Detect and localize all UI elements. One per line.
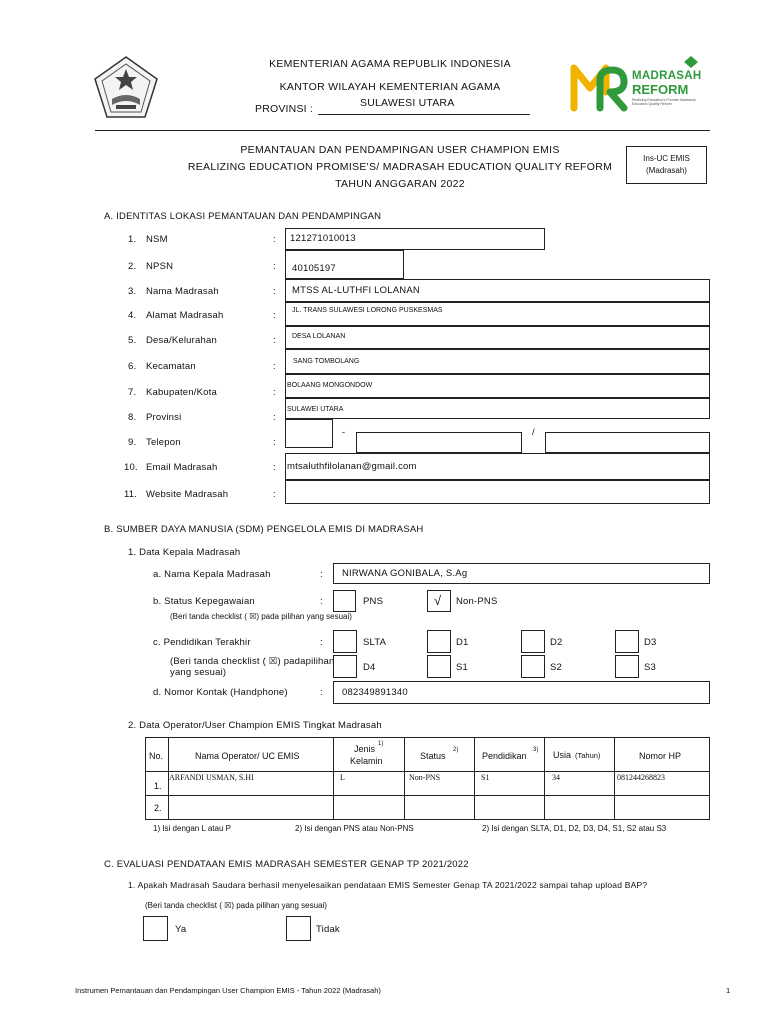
edu-checkbox-d4[interactable] (333, 655, 357, 678)
nsm-value: 121271010013 (290, 233, 356, 244)
a-row-colon: : (273, 361, 276, 372)
section-a-title: A. IDENTITAS LOKASI PEMANTAUAN DAN PENDAMPINGAN (104, 211, 382, 222)
footnote-2: 2) Isi dengan PNS atau Non-PNS (295, 824, 414, 833)
kontak-label: d. Nomor Kontak (Handphone) (153, 687, 288, 698)
table-row-cell[interactable] (544, 795, 615, 820)
row-usia: 34 (552, 773, 560, 782)
row-name: ARFANDI USMAN, S.HI (169, 773, 254, 782)
edu-checkbox-s1[interactable] (427, 655, 451, 678)
kontak-value: 082349891340 (342, 687, 408, 698)
th-name-text: Nama Operator/ UC EMIS (195, 751, 300, 761)
header-rule (95, 130, 710, 131)
table-row-cell[interactable] (168, 771, 334, 796)
provinsi-field-value: SULAWEI UTARA (287, 406, 344, 413)
data-kepala-heading: 1. Data Kepala Madrasah (128, 547, 241, 558)
title-line1: PEMANTAUAN DAN PENDAMPINGAN USER CHAMPION EMIS (240, 144, 560, 156)
a-row-colon: : (273, 234, 276, 245)
provinsi-label: PROVINSI : (255, 103, 314, 115)
nsm-field[interactable] (285, 228, 545, 250)
edu-checkbox-s3[interactable] (615, 655, 639, 678)
nonpns-checkbox[interactable] (427, 590, 451, 612)
th-pend-text: Pendidikan (482, 751, 527, 761)
website-field[interactable] (285, 480, 710, 504)
th-hp-text: Nomor HP (639, 751, 682, 761)
kecamatan-field[interactable] (285, 349, 710, 374)
a-row-num: 4. (128, 310, 137, 321)
table-row-cell[interactable] (333, 771, 405, 796)
table-row-cell[interactable] (404, 795, 475, 820)
edu-checkbox-s2[interactable] (521, 655, 545, 678)
a-row-num: 3. (128, 286, 137, 297)
a-row-colon: : (273, 387, 276, 398)
table-row-cell[interactable] (474, 795, 545, 820)
header-line1: KEMENTERIAN AGAMA REPUBLIK INDONESIA (269, 58, 511, 70)
kepala-name-field[interactable] (333, 563, 710, 584)
footnote-3: 2) Isi dengan SLTA, D1, D2, D3, D4, S1, S2 atau S3 (482, 824, 667, 833)
title-line2: REALIZING EDUCATION PROMISE'S/ MADRASAH EDUCATION QUALITY REFORM (187, 161, 613, 173)
edu-label: S3 (644, 662, 657, 673)
a-row-num: 7. (128, 387, 137, 398)
edu-label: D3 (644, 637, 657, 648)
kontak-colon: : (320, 687, 323, 698)
provinsi-field[interactable] (285, 398, 710, 419)
th-pend-sup: 3) (533, 747, 539, 753)
edu-label: SLTA (363, 637, 387, 648)
th-pend (474, 737, 545, 772)
provinsi-value: SULAWESI UTARA (360, 97, 455, 109)
telepon-dash: - (342, 427, 346, 438)
th-usia-text: Usia (553, 750, 572, 760)
alamat-value: JL. TRANS SULAWESI LORONG PUSKESMAS (292, 307, 443, 314)
edu-checkbox-d1[interactable] (427, 630, 451, 653)
a-row-num: 8. (128, 412, 137, 423)
pendidikan-note: yang sesuai) (170, 667, 227, 678)
row-status: Non-PNS (409, 773, 441, 782)
telepon-number-field[interactable] (356, 432, 522, 453)
section-b-title: B. SUMBER DAYA MANUSIA (SDM) PENGELOLA EMIS DI MADRASAH (104, 524, 424, 535)
logo-sub-text: Realizing Education's Promise Madrasah Education Quality Reform (632, 98, 696, 106)
a-row-colon: : (273, 489, 276, 500)
kontak-field[interactable] (333, 681, 710, 704)
page-number: 1 (726, 986, 731, 995)
kepala-name-colon: : (320, 569, 323, 580)
th-jk (333, 737, 405, 772)
status-note: (Beri tanda checklist ( ☒) pada pilihan yang sesuai) (170, 612, 352, 621)
ya-label: Ya (175, 924, 187, 935)
a-row-label: Nama Madrasah (146, 286, 219, 297)
table-row-cell[interactable] (614, 771, 710, 796)
form-code-badge (626, 146, 707, 184)
npsn-field[interactable] (285, 250, 404, 279)
alamat-field[interactable] (285, 302, 710, 326)
th-hp (614, 737, 710, 772)
edu-checkbox-d3[interactable] (615, 630, 639, 653)
logo-reform-text: REFORM (632, 82, 689, 97)
footer-text: Instrumen Pemantauan dan Pendampingan User Champion EMIS - Tahun 2022 (Madrasah) (75, 986, 381, 995)
th-usia-unit: (Tahun) (575, 751, 601, 760)
nonpns-label: Non-PNS (456, 596, 498, 607)
telepon-alt-field[interactable] (545, 432, 710, 453)
kemenag-logo (92, 55, 160, 123)
kepala-name-value: NIRWANA GONIBALA, S.Ag (342, 568, 468, 579)
a-row-colon: : (273, 437, 276, 448)
a-row-num: 1. (128, 234, 137, 245)
a-row-label: NPSN (146, 261, 174, 272)
logo-madrasah-text: MADRASAH (632, 70, 702, 82)
th-status (404, 737, 475, 772)
th-status-sup: 2) (453, 747, 459, 753)
row-jk: L (340, 773, 345, 782)
pns-checkbox[interactable] (333, 590, 356, 612)
section-c-title: C. EVALUASI PENDATAAN EMIS MADRASAH SEMESTER GENAP TP 2021/2022 (104, 859, 469, 870)
th-usia (544, 737, 615, 772)
a-row-num: 5. (128, 335, 137, 346)
edu-label: S2 (550, 662, 563, 673)
a-row-colon: : (273, 286, 276, 297)
pns-label: PNS (363, 596, 384, 607)
tidak-checkbox[interactable] (286, 916, 311, 941)
edu-label: S1 (456, 662, 469, 673)
a-row-num: 6. (128, 361, 137, 372)
npsn-value: 40105197 (292, 263, 336, 274)
row-pend: S1 (481, 773, 490, 782)
provinsi-underline (318, 114, 530, 115)
pendidikan-label: c. Pendidikan Terakhir (153, 637, 251, 648)
a-row-num: 10. (124, 462, 138, 473)
desa-field[interactable] (285, 326, 710, 349)
th-status-text: Status (420, 751, 446, 761)
a-row-num: 2. (128, 261, 137, 272)
footnote-1: 1) Isi dengan L atau P (153, 824, 231, 833)
table-row-cell[interactable] (614, 795, 710, 820)
a-row-label: Alamat Madrasah (146, 310, 224, 321)
madrasah-reform-logo (570, 56, 702, 114)
a-row-colon: : (273, 335, 276, 346)
th-jk-text2: Kelamin (350, 756, 383, 766)
ya-checkbox[interactable] (143, 916, 168, 941)
table-row-cell[interactable] (474, 771, 545, 796)
th-jk-sup: 1) (378, 741, 384, 747)
kepala-name-label: a. Nama Kepala Madrasah (153, 569, 271, 580)
edu-label: D4 (363, 662, 376, 673)
nama-madrasah-value: MTSS AL-LUTHFI LOLANAN (292, 285, 420, 296)
th-no-text: No. (149, 751, 164, 761)
status-label: b. Status Kepegawaian (153, 596, 255, 607)
email-value: mtsaluthfilolanan@gmail.com (287, 461, 417, 472)
th-jk-text: Jenis (354, 744, 376, 754)
a-row-label: Telepon (146, 437, 181, 448)
pendidikan-note: (Beri tanda checklist ( ☒) padapilihan (170, 656, 335, 667)
th-no (145, 737, 169, 772)
edu-label: D1 (456, 637, 469, 648)
kabupaten-field[interactable] (285, 374, 710, 398)
telepon-area-field[interactable] (285, 419, 333, 448)
a-row-num: 11. (124, 489, 138, 500)
kecamatan-value: SANG TOMBOLANG (293, 358, 360, 365)
a-row-colon: : (273, 310, 276, 321)
edu-checkbox-d2[interactable] (521, 630, 545, 653)
table-row-cell[interactable] (333, 795, 405, 820)
edu-checkbox-slta[interactable] (333, 630, 357, 653)
a-row-colon: : (273, 412, 276, 423)
a-row-label: Email Madrasah (146, 462, 218, 473)
row-no: 1. (154, 781, 162, 791)
check-mark-icon: √ (434, 593, 442, 608)
table-row-cell (145, 795, 169, 820)
a-row-label: Desa/Kelurahan (146, 335, 217, 346)
a-row-label: Kabupaten/Kota (146, 387, 217, 398)
question-1-note: (Beri tanda checklist ( ☒) pada pilihan yang sesuai) (145, 901, 327, 910)
a-row-label: NSM (146, 234, 168, 245)
operator-heading: 2. Data Operator/User Champion EMIS Tingkat Madrasah (128, 720, 382, 731)
telepon-slash: / (532, 427, 535, 438)
a-row-colon: : (273, 462, 276, 473)
a-row-label: Website Madrasah (146, 489, 229, 500)
badge-line1: Ins-UC EMIS (643, 154, 690, 163)
table-row-cell (145, 771, 169, 796)
nama-madrasah-field[interactable] (285, 279, 710, 302)
tidak-label: Tidak (316, 924, 340, 935)
desa-value: DESA LOLANAN (292, 333, 346, 340)
header-line2: KANTOR WILAYAH KEMENTERIAN AGAMA (279, 81, 501, 93)
th-name (168, 737, 334, 772)
table-row-cell[interactable] (544, 771, 615, 796)
a-row-label: Kecamatan (146, 361, 196, 372)
table-row-cell[interactable] (404, 771, 475, 796)
question-1: 1. Apakah Madrasah Saudara berhasil menyelesaikan pendataan EMIS Semester Genap TA 2021/2022 sampai tahap upload BAP? (128, 880, 648, 890)
pendidikan-colon: : (320, 637, 323, 648)
row-no: 2. (154, 803, 162, 813)
status-colon: : (320, 596, 323, 607)
a-row-colon: : (273, 261, 276, 272)
table-row-cell[interactable] (168, 795, 334, 820)
badge-line2: (Madrasah) (646, 166, 687, 175)
kabupaten-value: BOLAANG MONGONDOW (287, 382, 373, 389)
title-line3: TAHUN ANGGARAN 2022 (335, 178, 465, 190)
a-row-num: 9. (128, 437, 137, 448)
edu-label: D2 (550, 637, 563, 648)
a-row-label: Provinsi (146, 412, 182, 423)
row-hp: 081244268823 (617, 773, 665, 782)
email-field[interactable] (285, 453, 710, 480)
